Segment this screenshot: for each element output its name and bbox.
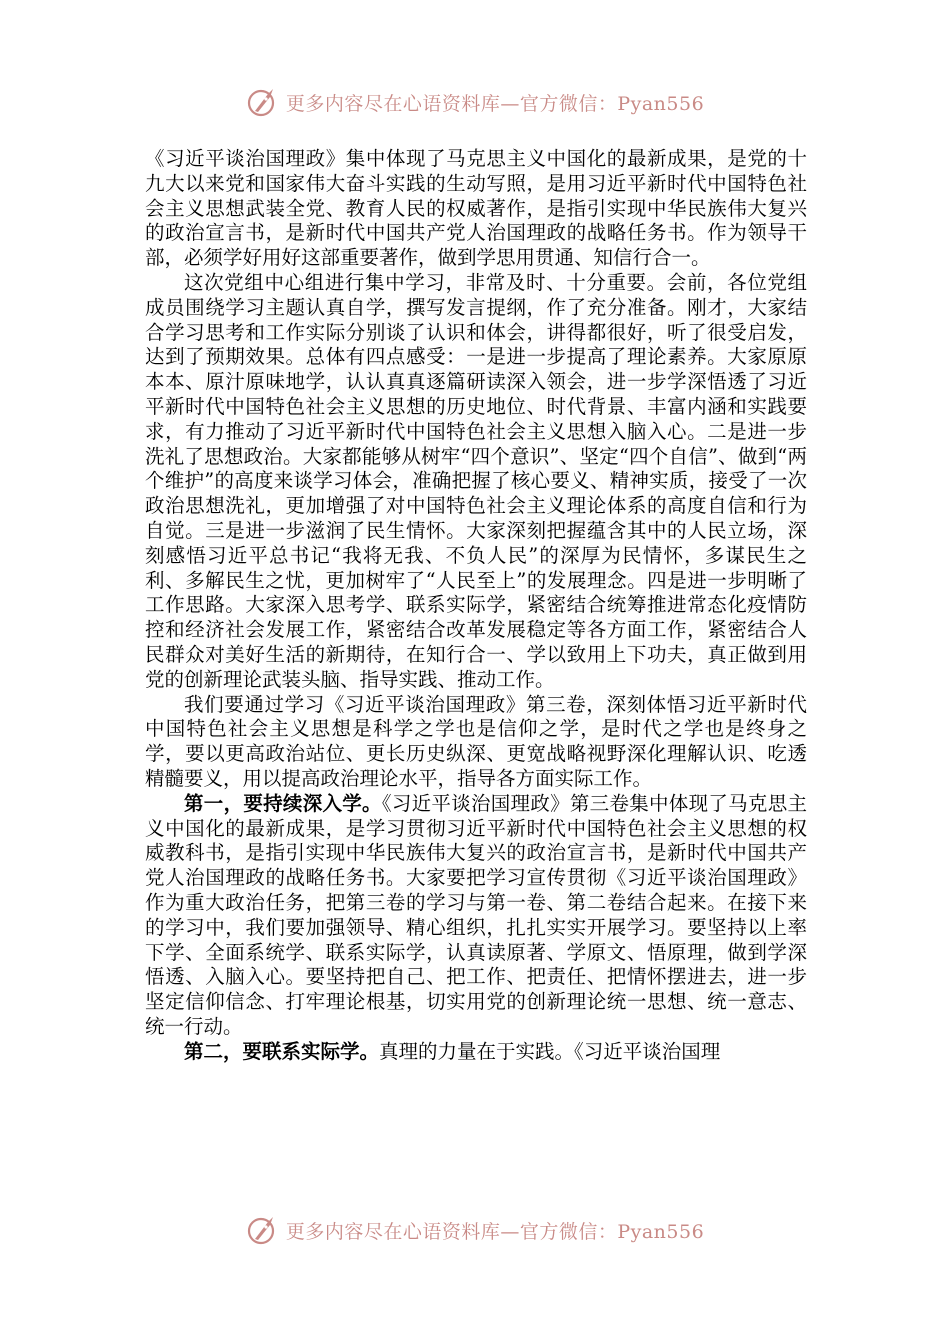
paragraph-text: 我们要通过学习《习近平谈治国理政》第三卷，深刻体悟习近平新时代中国特色社会主义思想是科学之学也是信仰之学，是时代之学也是终身之学，要以更高政治站位、更长历史纵深、更宽战略视野深化理解认识、吃透精髓要义，用以提高政治理论水平，指导各方面实际工作。 — [145, 692, 807, 790]
paragraph-lead-first: 第一，要持续深入学。 — [184, 791, 382, 815]
paragraph-text: 真理的力量在于实践。《习近平谈治国理 — [379, 1039, 721, 1063]
footer-watermark — [0, 1210, 950, 1250]
document-body — [145, 147, 807, 1064]
paragraph-text: 《习近平谈治国理政》第三卷集中体现了马克思主义中国化的最新成果，是学习贯彻习近平新时代中国特色社会主义思想的权威教科书，是指引实现中华民族伟大复兴的政治宣言书，是新时代中国共产党人治国理政的战略任务书。大家要把学习宣传贯彻《习近平谈治国理政》作为重大政治任务，把第三卷的学习与第一卷、第二卷结合起来。在接下来的学习中，我们要加强领导、精心组织，扎扎实实开展学习。要坚持以上率下学、全面系统学、联系实际学，认真读原著、学原文、悟原理，做到学深悟透、入脑入心。要坚持把自己、把工作、把责任、把情怀摆进去，进一步坚定信仰信念、打牢理论根基，切实用党的创新理论统一思想、统一意志、统一行动。 — [145, 791, 807, 1038]
watermark-text: 更多内容尽在心语资料库—官方微信：Pyan556 — [285, 1220, 705, 1243]
header-watermark — [0, 82, 950, 122]
paragraph-text: 《习近平谈治国理政》集中体现了马克思主义中国化的最新成果，是党的十九大以来党和国家伟大奋斗实践的生动写照，是用习近平新时代中国特色社会主义思想武装全党、教育人民的权威著作，是指引实现中华民族伟大复兴的政治宣言书，是新时代中国共产党人治国理政的战略任务书。作为领导干部，必须学好用好这部重要著作，做到学思用贯通、知信行合一。 — [145, 147, 807, 270]
paragraph-1 — [145, 147, 807, 271]
watermark-text: 更多内容尽在心语资料库—官方微信：Pyan556 — [285, 92, 705, 115]
paragraph-text: 这次党组中心组进行集中学习，非常及时、十分重要。会前，各位党组成员围绕学习主题认真自学，撰写发言提纲，作了充分准备。刚才，大家结合学习思考和工作实际分别谈了认识和体会，讲得都很好，听了很受启发，达到了预期效果。总体有四点感受：一是进一步提高了理论素养。大家原原本本、原汁原味地学，认认真真逐篇研读深入领会，进一步学深悟透了习近平新时代中国特色社会主义思想的历史地位、时代背景、丰富内涵和实践要求，有力推动了习近平新时代中国特色社会主义思想入脑入心。二是进一步洗礼了思想政治。大家都能够从树牢“四个意识”、坚定“四个自信”、做到“两个维护”的高度来谈学习体会，准确把握了核心要义、精神实质，接受了一次政治思想洗礼，更加增强了对中国特色社会主义理论体系的高度自信和行为自觉。三是进一步滋润了民生情怀。大家深刻把握蕴含其中的人民立场，深刻感悟习近平总书记“我将无我、不负人民”的深厚为民情怀，多谋民生之利、多解民生之忧，更加树牢了“人民至上”的发展理念。四是进一步明晰了工作思路。大家深入思考学、联系实际学，紧密结合统筹推进常态化疫情防控和经济社会发展工作，紧密结合改革发展稳定等各方面工作，紧密结合人民群众对美好生活的新期待，在知行合一、学以致用上下功夫，真正做到用党的创新理论武装头脑、指导实践、推动工作。 — [145, 270, 807, 691]
paragraph-lead-second: 第二，要联系实际学。 — [184, 1039, 380, 1063]
pen-nib-circle-icon — [246, 1213, 280, 1247]
paragraph-3 — [145, 693, 807, 792]
paragraph-5 — [145, 1040, 807, 1065]
pen-nib-circle-icon — [246, 85, 280, 119]
paragraph-2 — [145, 271, 807, 693]
paragraph-4 — [145, 792, 807, 1040]
